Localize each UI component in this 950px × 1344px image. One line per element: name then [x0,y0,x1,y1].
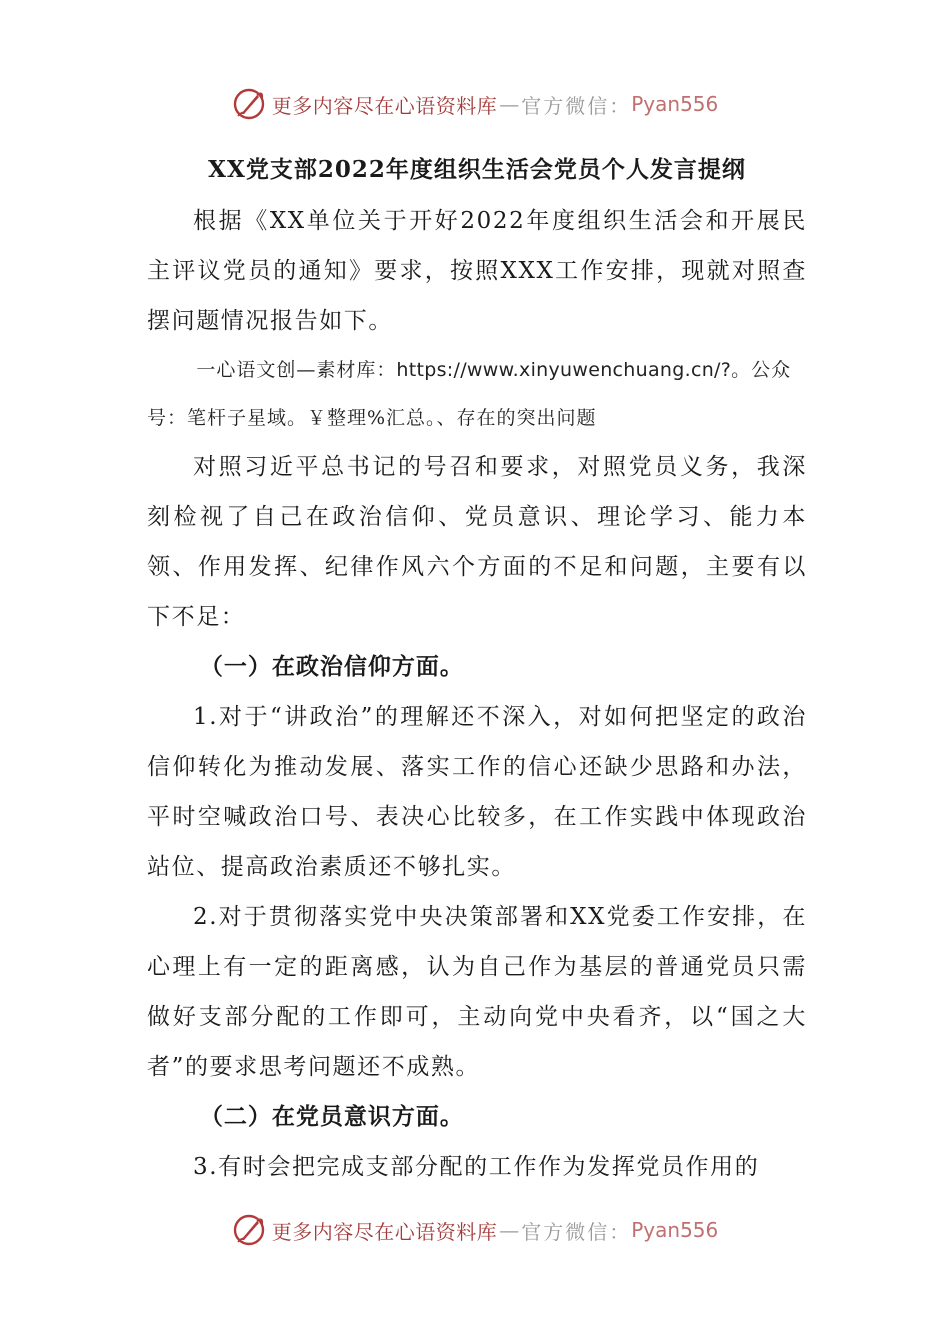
watermark-brand-text: 更多内容尽在心语资料库 [271,1219,498,1244]
footer-watermark [0,1210,950,1250]
document-body [147,150,807,1192]
source-url: https://www.xinyuwenchuang.cn/? [396,359,732,381]
quill-logo-icon [232,1213,266,1247]
watermark-brand-text: 更多内容尽在心语资料库 [271,93,498,118]
section-heading-political-belief: （一）在政治信仰方面。 [199,653,464,680]
quill-logo-icon [232,87,266,121]
header-watermark [0,84,950,124]
watermark-separator: — [499,1218,520,1242]
source-prefix: 一心语文创—素材库： [196,359,397,381]
section-heading-party-awareness: （二）在党员意识方面。 [199,1103,464,1130]
intro-paragraph: 根据《XX单位关于开好2022年度组织生活会和开展民主评议党员的通知》要求，按照XXX工作安排，现就对照查摆问题情况报告如下。 [147,208,807,334]
source-line [147,346,807,442]
list-item-1: 1.对于“讲政治”的理解还不深入，对如何把坚定的政治信仰转化为推动发展、落实工作的信心还缺少思路和办法，平时空喊政治口号、表决心比较多，在工作实践中体现政治站位、提高政治素质还不够扎实。 [147,704,807,880]
source-suffix: 。公众号：笔杆子星域。￥整理%汇总。、存在的突出问题 [147,359,792,429]
watermark-label: 官方微信： [521,1219,632,1244]
document-title: XX党支部2022年度组织生活会党员个人发言提纲 [208,156,746,183]
watermark-label: 官方微信： [521,93,632,118]
watermark-separator: — [499,92,520,116]
overview-paragraph: 对照习近平总书记的号召和要求，对照党员义务，我深刻检视了自己在政治信仰、党员意识、理论学习、能力本领、作用发挥、纪律作风六个方面的不足和问题，主要有以下不足： [147,454,807,630]
list-item-2: 2.对于贯彻落实党中央决策部署和XX党委工作安排，在心理上有一定的距离感，认为自己作为基层的普通党员只需做好支部分配的工作即可，主动向党中央看齐，以“国之大者”的要求思考问题还不成熟。 [147,904,807,1080]
watermark-wechat-id: Pyan556 [631,92,719,116]
watermark-wechat-id: Pyan556 [631,1218,719,1242]
list-item-3: 3.有时会把完成支部分配的工作作为发挥党员作用的 [193,1154,760,1180]
